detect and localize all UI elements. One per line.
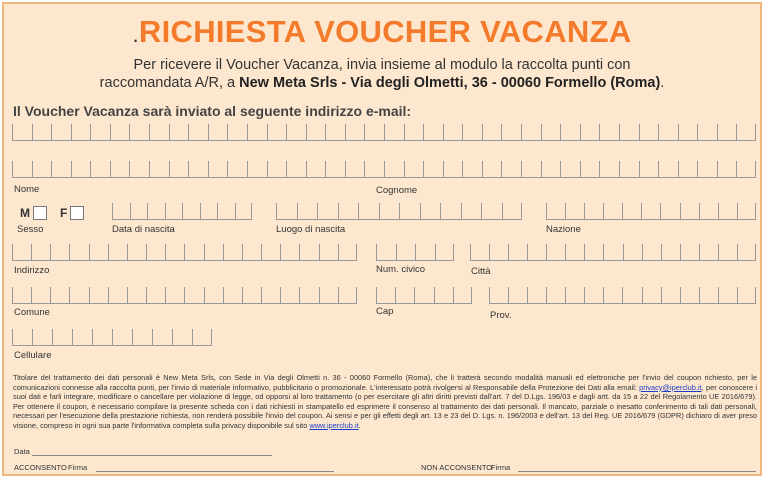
char-box[interactable] — [169, 161, 189, 178]
char-box[interactable] — [560, 124, 580, 141]
char-box[interactable] — [718, 244, 737, 261]
char-box[interactable] — [306, 124, 326, 141]
char-box[interactable] — [443, 161, 463, 178]
char-box[interactable] — [267, 161, 287, 178]
char-box[interactable] — [112, 329, 132, 346]
male-checkbox[interactable] — [33, 206, 47, 220]
char-box[interactable] — [527, 244, 546, 261]
label-nome: Nome — [14, 184, 40, 195]
voucher-form — [2, 2, 762, 476]
female-checkbox[interactable] — [70, 206, 84, 220]
char-box[interactable] — [501, 161, 521, 178]
label-cap: Cap — [376, 306, 394, 317]
label-num-civico: Num. civico — [376, 264, 426, 275]
char-box[interactable] — [599, 161, 619, 178]
char-box[interactable] — [286, 124, 306, 141]
char-box[interactable] — [565, 203, 584, 220]
label-luogo-nascita: Luogo di nascita — [276, 224, 346, 235]
char-box[interactable] — [697, 124, 717, 141]
char-box[interactable] — [470, 244, 489, 261]
char-box[interactable] — [546, 287, 565, 304]
char-box[interactable] — [172, 329, 192, 346]
char-box[interactable] — [453, 287, 472, 304]
email-field-row1[interactable] — [12, 124, 756, 141]
char-box[interactable] — [235, 203, 253, 220]
char-box[interactable] — [404, 124, 424, 141]
char-box[interactable] — [51, 124, 71, 141]
char-box[interactable] — [184, 244, 203, 261]
label-indirizzo: Indirizzo — [14, 265, 50, 276]
char-box[interactable] — [345, 124, 365, 141]
char-box[interactable] — [182, 203, 200, 220]
char-box[interactable] — [165, 244, 184, 261]
char-box[interactable] — [32, 329, 52, 346]
char-box[interactable] — [192, 329, 212, 346]
char-box[interactable] — [489, 244, 508, 261]
char-box[interactable] — [319, 244, 338, 261]
char-box[interactable] — [521, 161, 541, 178]
mobile-field[interactable] — [12, 329, 212, 346]
char-box[interactable] — [619, 161, 639, 178]
char-box[interactable] — [200, 203, 218, 220]
char-box[interactable] — [108, 244, 127, 261]
char-box[interactable] — [736, 124, 756, 141]
province-field[interactable] — [489, 287, 756, 304]
char-box[interactable] — [32, 161, 52, 178]
label-cognome: Cognome — [376, 185, 418, 196]
char-box[interactable] — [462, 161, 482, 178]
privacy-email-link[interactable]: privacy@iperclub.it — [639, 382, 702, 392]
char-box[interactable] — [110, 124, 130, 141]
char-box[interactable] — [699, 287, 718, 304]
nation-field[interactable] — [546, 203, 756, 220]
char-box[interactable] — [501, 124, 521, 141]
char-box[interactable] — [12, 161, 32, 178]
char-box[interactable] — [541, 161, 561, 178]
char-box[interactable] — [325, 161, 345, 178]
char-box[interactable] — [169, 124, 189, 141]
label-comune: Comune — [14, 307, 50, 318]
address-field[interactable] — [12, 244, 357, 261]
birth-date-field[interactable] — [112, 203, 252, 220]
char-box[interactable] — [247, 124, 267, 141]
char-box[interactable] — [227, 124, 247, 141]
char-box[interactable] — [325, 124, 345, 141]
char-box[interactable] — [546, 203, 565, 220]
char-box[interactable] — [546, 244, 565, 261]
char-box[interactable] — [639, 124, 659, 141]
char-box[interactable] — [358, 203, 379, 220]
char-box[interactable] — [90, 161, 110, 178]
char-box[interactable] — [642, 287, 661, 304]
char-box[interactable] — [660, 203, 679, 220]
char-box[interactable] — [12, 329, 32, 346]
char-box[interactable] — [338, 203, 359, 220]
char-box[interactable] — [242, 244, 261, 261]
date-line[interactable] — [32, 455, 272, 456]
birth-place-field[interactable] — [276, 203, 522, 220]
char-box[interactable] — [379, 203, 400, 220]
char-box[interactable] — [184, 287, 203, 304]
char-box[interactable] — [642, 244, 661, 261]
char-box[interactable] — [658, 124, 678, 141]
char-box[interactable] — [223, 287, 242, 304]
char-box[interactable] — [12, 244, 31, 261]
char-box[interactable] — [376, 287, 395, 304]
char-box[interactable] — [482, 124, 502, 141]
char-box[interactable] — [345, 161, 365, 178]
char-box[interactable] — [434, 287, 453, 304]
char-box[interactable] — [223, 244, 242, 261]
city-field[interactable] — [470, 244, 756, 261]
char-box[interactable] — [306, 161, 326, 178]
char-box[interactable] — [338, 244, 357, 261]
char-box[interactable] — [89, 244, 108, 261]
char-box[interactable] — [92, 329, 112, 346]
char-box[interactable] — [72, 329, 92, 346]
char-box[interactable] — [661, 287, 680, 304]
char-box[interactable] — [280, 244, 299, 261]
char-box[interactable] — [489, 287, 508, 304]
char-box[interactable] — [90, 124, 110, 141]
char-box[interactable] — [32, 124, 52, 141]
char-box[interactable] — [584, 244, 603, 261]
char-box[interactable] — [89, 287, 108, 304]
char-box[interactable] — [71, 161, 91, 178]
char-box[interactable] — [261, 287, 280, 304]
char-box[interactable] — [565, 287, 584, 304]
char-box[interactable] — [482, 161, 502, 178]
label-firma-consent: Firma — [68, 463, 88, 472]
char-box[interactable] — [208, 161, 228, 178]
char-box[interactable] — [736, 161, 756, 178]
label-data: Data — [14, 447, 30, 456]
char-box[interactable] — [129, 124, 149, 141]
char-box[interactable] — [108, 287, 127, 304]
char-box[interactable] — [51, 161, 71, 178]
char-box[interactable] — [110, 161, 130, 178]
char-box[interactable] — [276, 203, 297, 220]
char-box[interactable] — [680, 203, 699, 220]
char-box[interactable] — [599, 124, 619, 141]
char-box[interactable] — [384, 161, 404, 178]
char-box[interactable] — [69, 244, 88, 261]
char-box[interactable] — [420, 203, 441, 220]
char-box[interactable] — [737, 244, 756, 261]
char-box[interactable] — [299, 287, 318, 304]
label-consent: ACCONSENTO — [14, 463, 67, 472]
sex-female[interactable]: F — [60, 206, 84, 220]
form-title: .RICHIESTA VOUCHER VACANZA — [132, 14, 632, 49]
char-box[interactable] — [603, 203, 622, 220]
char-box[interactable] — [718, 287, 737, 304]
char-box[interactable] — [204, 244, 223, 261]
char-box[interactable] — [146, 244, 165, 261]
intro-text: Per ricevere il Voucher Vacanza, invia insieme al modulo la raccolta punti con raccomandata A/R, a New Meta Srls - Via degli Olmetti, 36 - 00060 Formello (Roma). — [99, 57, 665, 91]
char-box[interactable] — [622, 287, 641, 304]
sex-male[interactable]: M — [20, 206, 47, 220]
no-consent-signature-line[interactable] — [518, 471, 756, 472]
email-field-row2[interactable] — [12, 161, 756, 178]
char-box[interactable] — [619, 124, 639, 141]
label-data-nascita: Data di nascita — [112, 224, 175, 235]
char-box[interactable] — [297, 203, 318, 220]
cap-field[interactable] — [376, 287, 472, 304]
char-box[interactable] — [622, 203, 641, 220]
char-box[interactable] — [443, 124, 463, 141]
char-box[interactable] — [286, 161, 306, 178]
char-box[interactable] — [435, 244, 455, 261]
char-box[interactable] — [384, 124, 404, 141]
char-box[interactable] — [697, 161, 717, 178]
char-box[interactable] — [565, 244, 584, 261]
char-box[interactable] — [678, 124, 698, 141]
char-box[interactable] — [521, 124, 541, 141]
char-box[interactable] — [129, 161, 149, 178]
char-box[interactable] — [364, 161, 384, 178]
char-box[interactable] — [641, 203, 660, 220]
char-box[interactable] — [414, 287, 433, 304]
char-box[interactable] — [152, 329, 172, 346]
char-box[interactable] — [508, 287, 527, 304]
char-box[interactable] — [717, 124, 737, 141]
char-box[interactable] — [127, 244, 146, 261]
char-box[interactable] — [50, 244, 69, 261]
char-box[interactable] — [584, 287, 603, 304]
char-box[interactable] — [52, 329, 72, 346]
label-no-consent: NON ACCONSENTO — [421, 463, 493, 472]
char-box[interactable] — [69, 287, 88, 304]
char-box[interactable] — [146, 287, 165, 304]
char-box[interactable] — [502, 203, 523, 220]
char-box[interactable] — [678, 161, 698, 178]
char-box[interactable] — [508, 244, 527, 261]
municipality-field[interactable] — [12, 287, 357, 304]
char-box[interactable] — [280, 287, 299, 304]
char-box[interactable] — [680, 287, 699, 304]
char-box[interactable] — [261, 244, 280, 261]
char-box[interactable] — [227, 161, 247, 178]
label-cellulare: Cellulare — [14, 350, 52, 361]
char-box[interactable] — [31, 244, 50, 261]
char-box[interactable] — [423, 161, 443, 178]
char-box[interactable] — [699, 244, 718, 261]
char-box[interactable] — [130, 203, 148, 220]
char-box[interactable] — [462, 124, 482, 141]
char-box[interactable] — [338, 287, 357, 304]
email-heading: Il Voucher Vacanza sarà inviato al seguente indirizzo e-mail: — [13, 103, 412, 119]
char-box[interactable] — [639, 161, 659, 178]
char-box[interactable] — [71, 124, 91, 141]
char-box[interactable] — [50, 287, 69, 304]
char-box[interactable] — [208, 124, 228, 141]
char-box[interactable] — [603, 244, 622, 261]
char-box[interactable] — [580, 124, 600, 141]
char-box[interactable] — [584, 203, 603, 220]
char-box[interactable] — [440, 203, 461, 220]
char-box[interactable] — [376, 244, 396, 261]
char-box[interactable] — [717, 161, 737, 178]
char-box[interactable] — [658, 161, 678, 178]
char-box[interactable] — [188, 124, 208, 141]
char-box[interactable] — [267, 124, 287, 141]
char-box[interactable] — [165, 203, 183, 220]
char-box[interactable] — [299, 244, 318, 261]
consent-signature-line[interactable] — [96, 471, 334, 472]
char-box[interactable] — [718, 203, 737, 220]
label-prov: Prov. — [490, 310, 512, 321]
char-box[interactable] — [147, 203, 165, 220]
char-box[interactable] — [247, 161, 267, 178]
char-box[interactable] — [560, 161, 580, 178]
char-box[interactable] — [204, 287, 223, 304]
char-box[interactable] — [127, 287, 146, 304]
privacy-notice: Titolare del trattamento dei dati personali è New Meta Srls, con Sede in Via degli Olmetti n. 36 - 00060 Formello (Roma), che li tratterà secondo modalità manuali ed elettroniche per l'invio del coupon richiesto, per le comunicazioni connesse alla raccolta punti, per l'invio di materiale informativo, pubblicitario o promozionale. L'interessato potrà rivolgersi al Responsabile della Protezione dei Dati alla email: privacy@iperclub.it, per conoscere i suoi dati e farli integrare, modificare o cancellare per violazione di legge, od opporsi al loro trattamento (o per esercitare gli altri diritti previsti dall'art. 7 del D.Lgs. 196/03 e dagli artt. da 15 a 22 del Regolamento UE 2016/679). Per ottenere il coupon, è necessario compilare la presente scheda con i dati richiesti in stampatello ed esprimere il consenso al trattamento dei dati personali. Il mancato, parziale o inesatto conferimento di tali dati personali, necessari per l'esecuzione della prestazione richiesta, non renderà possibile l'invio del coupon. Ai sensi e per gli effetti degli art. 13 e 23 del D. Lgs. n. 196/2003 e dell'art. 13 del Reg. UE 2016/679 (GDPR) dichiaro di aver preso visione, compreso in ogni sua parte l'informativa completa sulla privacy disponibile sul sito www.iperclub.it. — [13, 373, 758, 430]
char-box[interactable] — [737, 203, 756, 220]
char-box[interactable] — [461, 203, 482, 220]
char-box[interactable] — [527, 287, 546, 304]
char-box[interactable] — [188, 161, 208, 178]
label-nazione: Nazione — [546, 224, 581, 235]
char-box[interactable] — [603, 287, 622, 304]
char-box[interactable] — [699, 203, 718, 220]
label-sesso: Sesso — [17, 224, 44, 235]
char-box[interactable] — [395, 287, 414, 304]
site-link[interactable]: www.iperclub.it — [309, 420, 359, 430]
char-box[interactable] — [415, 244, 435, 261]
char-box[interactable] — [112, 203, 130, 220]
char-box[interactable] — [541, 124, 561, 141]
char-box[interactable] — [149, 161, 169, 178]
char-box[interactable] — [364, 124, 384, 141]
char-box[interactable] — [680, 244, 699, 261]
char-box[interactable] — [217, 203, 235, 220]
char-box[interactable] — [399, 203, 420, 220]
char-box[interactable] — [242, 287, 261, 304]
char-box[interactable] — [319, 287, 338, 304]
char-box[interactable] — [404, 161, 424, 178]
char-box[interactable] — [31, 287, 50, 304]
label-firma-no-consent: Firma — [491, 463, 511, 472]
char-box[interactable] — [423, 124, 443, 141]
char-box[interactable] — [12, 287, 31, 304]
char-box[interactable] — [317, 203, 338, 220]
char-box[interactable] — [661, 244, 680, 261]
label-citta: Città — [471, 266, 491, 277]
char-box[interactable] — [623, 244, 642, 261]
char-box[interactable] — [165, 287, 184, 304]
char-box[interactable] — [12, 124, 32, 141]
char-box[interactable] — [580, 161, 600, 178]
char-box[interactable] — [737, 287, 756, 304]
char-box[interactable] — [149, 124, 169, 141]
char-box[interactable] — [396, 244, 416, 261]
char-box[interactable] — [132, 329, 152, 346]
char-box[interactable] — [481, 203, 502, 220]
street-number-field[interactable] — [376, 244, 454, 261]
